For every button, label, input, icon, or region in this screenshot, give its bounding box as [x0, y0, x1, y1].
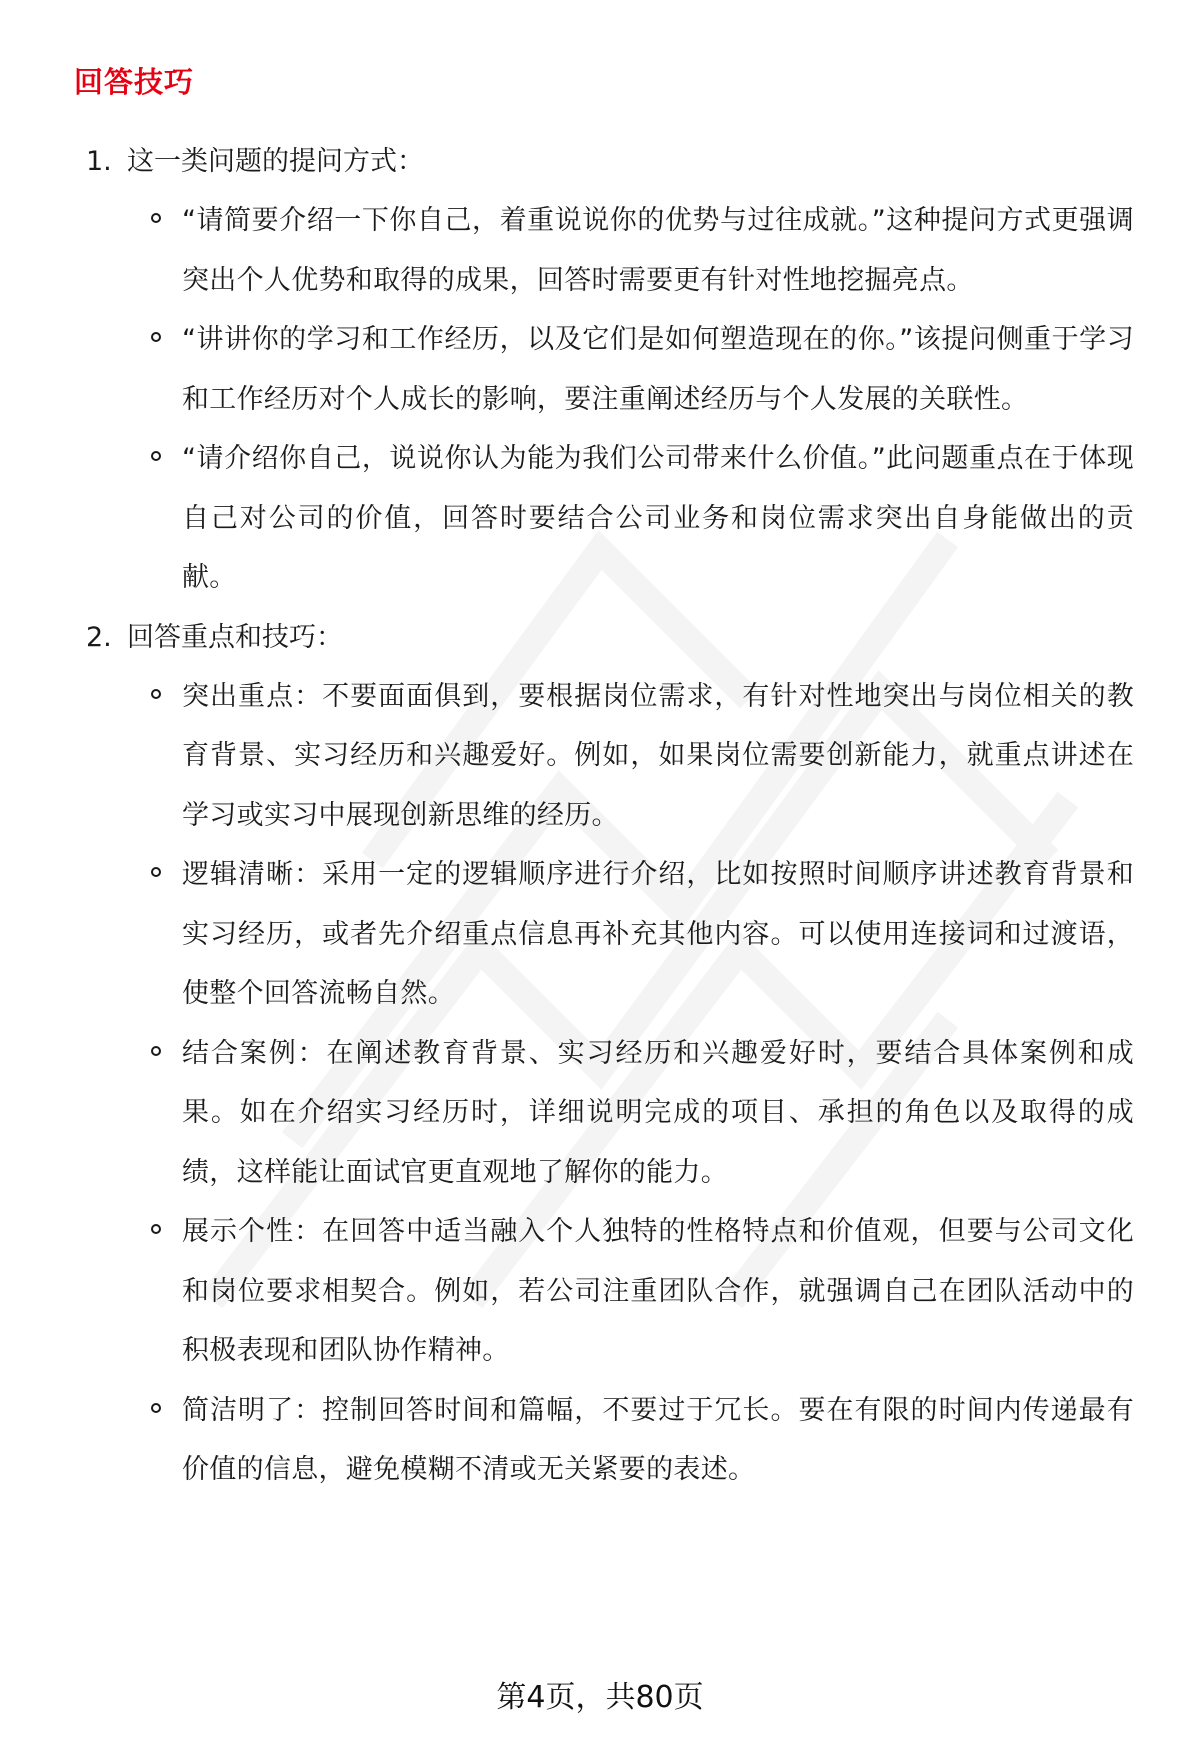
hollow-circle-bullet-icon	[151, 451, 161, 461]
hollow-circle-bullet-icon	[151, 867, 161, 877]
list-item	[0, 191, 1200, 310]
hollow-circle-bullet-icon	[151, 1224, 161, 1234]
section-question-styles	[0, 132, 1200, 608]
list-item-text: “讲讲你的学习和工作经历，以及它们是如何塑造现在的你。”该提问侧重于学习和工作经历对个人成长的影响，要注重阐述经历与个人发展的关联性。	[182, 324, 1134, 415]
list-item-text: 结合案例：在阐述教育背景、实习经历和兴趣爱好时，要结合具体案例和成果。如在介绍实习经历时，详细说明完成的项目、承担的角色以及取得的成绩，这样能让面试官更直观地了解你的能力。	[182, 1037, 1134, 1188]
list-item	[0, 1202, 1200, 1381]
section-heading-label: 这一类问题的提问方式：	[127, 146, 424, 177]
list-item	[0, 845, 1200, 1024]
hollow-circle-bullet-icon	[151, 332, 161, 342]
section-heading	[0, 608, 1200, 667]
list-item-text: 突出重点：不要面面俱到，要根据岗位需求，有针对性地突出与岗位相关的教育背景、实习经历和兴趣爱好。例如，如果岗位需要创新能力，就重点讲述在学习或实习中展现创新思维的经历。	[182, 680, 1134, 831]
list-item-text: “请介绍你自己，说说你认为能为我们公司带来什么价值。”此问题重点在于体现自己对公司的价值，回答时要结合公司业务和岗位需求突出自身能做出的贡献。	[182, 443, 1134, 593]
page-number: 第4页，共80页	[496, 1680, 704, 1715]
hollow-circle-bullet-icon	[151, 1046, 161, 1056]
content-body	[0, 132, 1200, 1500]
section-answer-tips	[0, 608, 1200, 1500]
hollow-circle-bullet-icon	[151, 689, 161, 699]
section-heading	[0, 132, 1200, 191]
list-item	[0, 667, 1200, 846]
list-item	[0, 310, 1200, 429]
list-item	[0, 1381, 1200, 1500]
list-item-text: “请简要介绍一下你自己，着重说说你的优势与过往成就。”这种提问方式更强调突出个人优势和取得的成果，回答时需要更有针对性地挖掘亮点。	[182, 205, 1134, 296]
section-title: 回答技巧	[74, 65, 195, 99]
hollow-circle-bullet-icon	[151, 1403, 161, 1413]
list-item	[0, 1024, 1200, 1203]
list-number: 2.	[86, 621, 112, 653]
list-item	[0, 429, 1200, 608]
section-heading-label: 回答重点和技巧：	[127, 621, 343, 653]
hollow-circle-bullet-icon	[151, 213, 161, 223]
list-item-text: 逻辑清晰：采用一定的逻辑顺序进行介绍，比如按照时间顺序讲述教育背景和实习经历，或者先介绍重点信息再补充其他内容。可以使用连接词和过渡语，使整个回答流畅自然。	[182, 859, 1134, 1009]
list-item-text: 简洁明了：控制回答时间和篇幅，不要过于冗长。要在有限的时间内传递最有价值的信息，避免模糊不清或无关紧要的表述。	[182, 1394, 1134, 1485]
list-item-text: 展示个性：在回答中适当融入个人独特的性格特点和价值观，但要与公司文化和岗位要求相契合。例如，若公司注重团队合作，就强调自己在团队活动中的积极表现和团队协作精神。	[182, 1216, 1134, 1366]
list-number: 1.	[86, 146, 112, 177]
